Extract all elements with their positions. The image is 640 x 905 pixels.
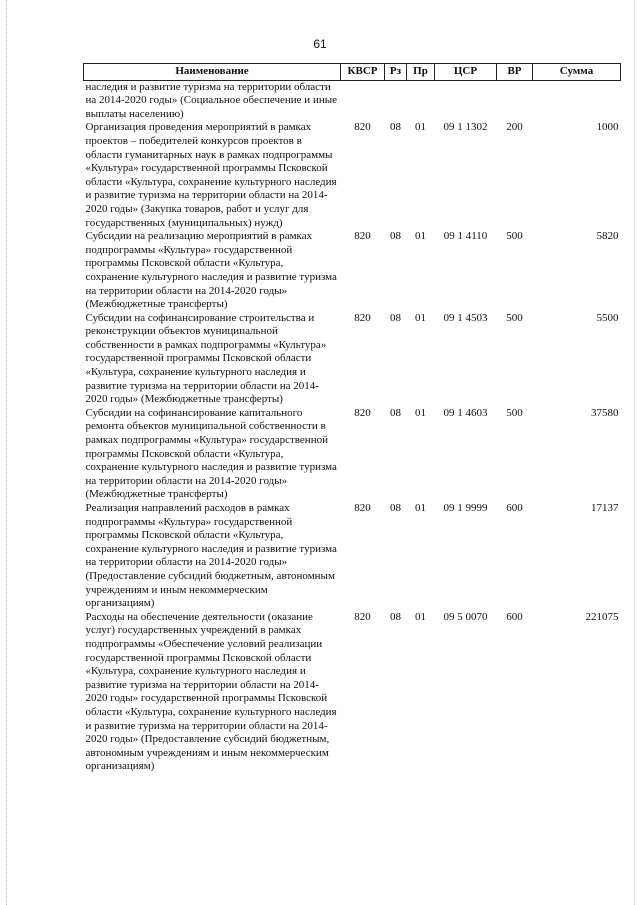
table-row bbox=[84, 611, 621, 774]
row-kvsr: 820 bbox=[354, 610, 371, 623]
row-rz: 08 bbox=[390, 121, 401, 134]
row-sum: 221075 bbox=[585, 610, 619, 623]
row-kvsr: 820 bbox=[354, 502, 371, 514]
row-name: Расходы на обеспечение деятельности (оказание услуг) государственных учреждений в рамках подпрограммы «Обеспечение условий реализации государственной программы Псковской области «Культура, сохранение культурного наследия и развитие туризма на территории области на 2014-2020 годы» государственной программы Псковской области «Культура, сохранение культурного наследия и развитие туризма на территории области на 2014-2020 годы» (Предоставление субсидий бюджетным, автономным учреждениям и иным некоммерческим организациям) bbox=[85, 610, 337, 773]
row-vr: 500 bbox=[506, 311, 523, 324]
row-name: Субсидии на софинансирование строительства и реконструкции объектов муниципальной собственности в рамках подпрограммы «Культура» государственной программы Псковской области «Культура, сохранение культурного наследия и развитие туризма на территории области на 2014-2020 годы» (Межбюджетные трансферты) bbox=[85, 311, 327, 406]
row-name: Реализация направлений расходов в рамках подпрограммы «Культура» государственной программы Псковской области «Культура, сохранение культурного наследия и развитие туризма на территории области на 2014-2020 годы» (Предоставление субсидий бюджетным, автономным учреждениям и иным некоммерческим организациям) bbox=[85, 502, 337, 610]
row-csr: 09 1 4603 bbox=[443, 406, 488, 419]
row-sum: 5820 bbox=[596, 230, 619, 243]
page-number: 61 bbox=[313, 37, 327, 51]
row-csr: 09 1 1302 bbox=[443, 121, 488, 134]
row-vr: 600 bbox=[506, 610, 523, 623]
scan-edge-right bbox=[634, 0, 636, 905]
row-vr: 500 bbox=[506, 406, 523, 419]
row-rz: 08 bbox=[390, 406, 401, 419]
header-pr: Пр bbox=[407, 64, 435, 81]
row-vr bbox=[497, 80, 533, 121]
row-sum: 37580 bbox=[591, 406, 619, 419]
row-rz bbox=[385, 80, 407, 121]
budget-table bbox=[83, 63, 621, 774]
scan-edge-left bbox=[6, 0, 8, 905]
table-row bbox=[84, 80, 621, 121]
row-csr: 09 1 9999 bbox=[443, 502, 488, 514]
row-name: Субсидии на реализацию мероприятий в рамках подпрограммы «Культура» государственной программы Псковской области «Культура, сохранение культурного наследия и развитие туризма на территории области на 2014-2020 годы» (Межбюджетные трансферты) bbox=[85, 230, 337, 311]
row-vr: 500 bbox=[506, 230, 523, 243]
table-row bbox=[84, 312, 621, 407]
row-name: Субсидии на софинансирование капитального ремонта объектов муниципальной собственности в рамках подпрограммы «Культура» государственной программы Псковской области «Культура, сохранение культурного наследия и развитие туризма на территории области на 2014-2020 годы» (Межбюджетные трансферты) bbox=[85, 406, 337, 501]
row-csr: 09 1 4110 bbox=[443, 230, 488, 243]
header-vr: ВР bbox=[497, 64, 533, 81]
header-row bbox=[84, 64, 621, 81]
row-name: Организация проведения мероприятий в рамках проектов – победителей конкурсов проектов в области гуманитарных наук в рамках подпрограммы «Культура» государственной программы Псковской области «Культура, сохранение культурного наследия и развитие туризма на территории области на 2014-2020 годы» (Закупка товаров, работ и услуг для государственных (муниципальных) нужд) bbox=[85, 121, 337, 229]
row-name: наследия и развитие туризма на территории области на 2014-2020 годы» (Социальное обеспечение и иные выплаты населению) bbox=[85, 80, 337, 120]
row-csr bbox=[435, 80, 497, 121]
row-rz: 08 bbox=[390, 502, 401, 514]
table-row bbox=[84, 502, 621, 611]
header-rz: Рз bbox=[385, 64, 407, 81]
header-csr: ЦСР bbox=[435, 64, 497, 81]
table-row bbox=[84, 121, 621, 230]
row-sum: 17137 bbox=[591, 502, 619, 514]
row-pr: 01 bbox=[415, 502, 426, 514]
row-pr: 01 bbox=[415, 311, 426, 324]
row-pr: 01 bbox=[415, 230, 426, 243]
header-name: Наименование bbox=[84, 64, 341, 81]
row-sum: 5500 bbox=[596, 311, 619, 324]
row-kvsr: 820 bbox=[354, 311, 371, 324]
row-csr: 09 5 0070 bbox=[443, 610, 488, 623]
row-kvsr: 820 bbox=[354, 121, 371, 134]
row-vr: 600 bbox=[506, 502, 523, 514]
row-pr bbox=[407, 80, 435, 121]
row-pr: 01 bbox=[415, 406, 426, 419]
table-row bbox=[84, 407, 621, 502]
row-kvsr bbox=[341, 80, 385, 121]
table-header bbox=[84, 64, 621, 81]
row-pr: 01 bbox=[415, 121, 426, 134]
row-csr: 09 1 4503 bbox=[443, 311, 488, 324]
table-body bbox=[84, 80, 621, 774]
row-pr: 01 bbox=[415, 610, 426, 623]
row-kvsr: 820 bbox=[354, 230, 371, 243]
row-kvsr: 820 bbox=[354, 406, 371, 419]
row-rz: 08 bbox=[390, 610, 401, 623]
header-kvsr: КВСР bbox=[341, 64, 385, 81]
row-sum: 1000 bbox=[596, 121, 619, 134]
row-vr: 200 bbox=[506, 121, 523, 134]
row-sum bbox=[533, 80, 621, 121]
row-rz: 08 bbox=[390, 311, 401, 324]
table-row bbox=[84, 230, 621, 312]
header-sum: Сумма bbox=[533, 64, 621, 81]
row-rz: 08 bbox=[390, 230, 401, 243]
